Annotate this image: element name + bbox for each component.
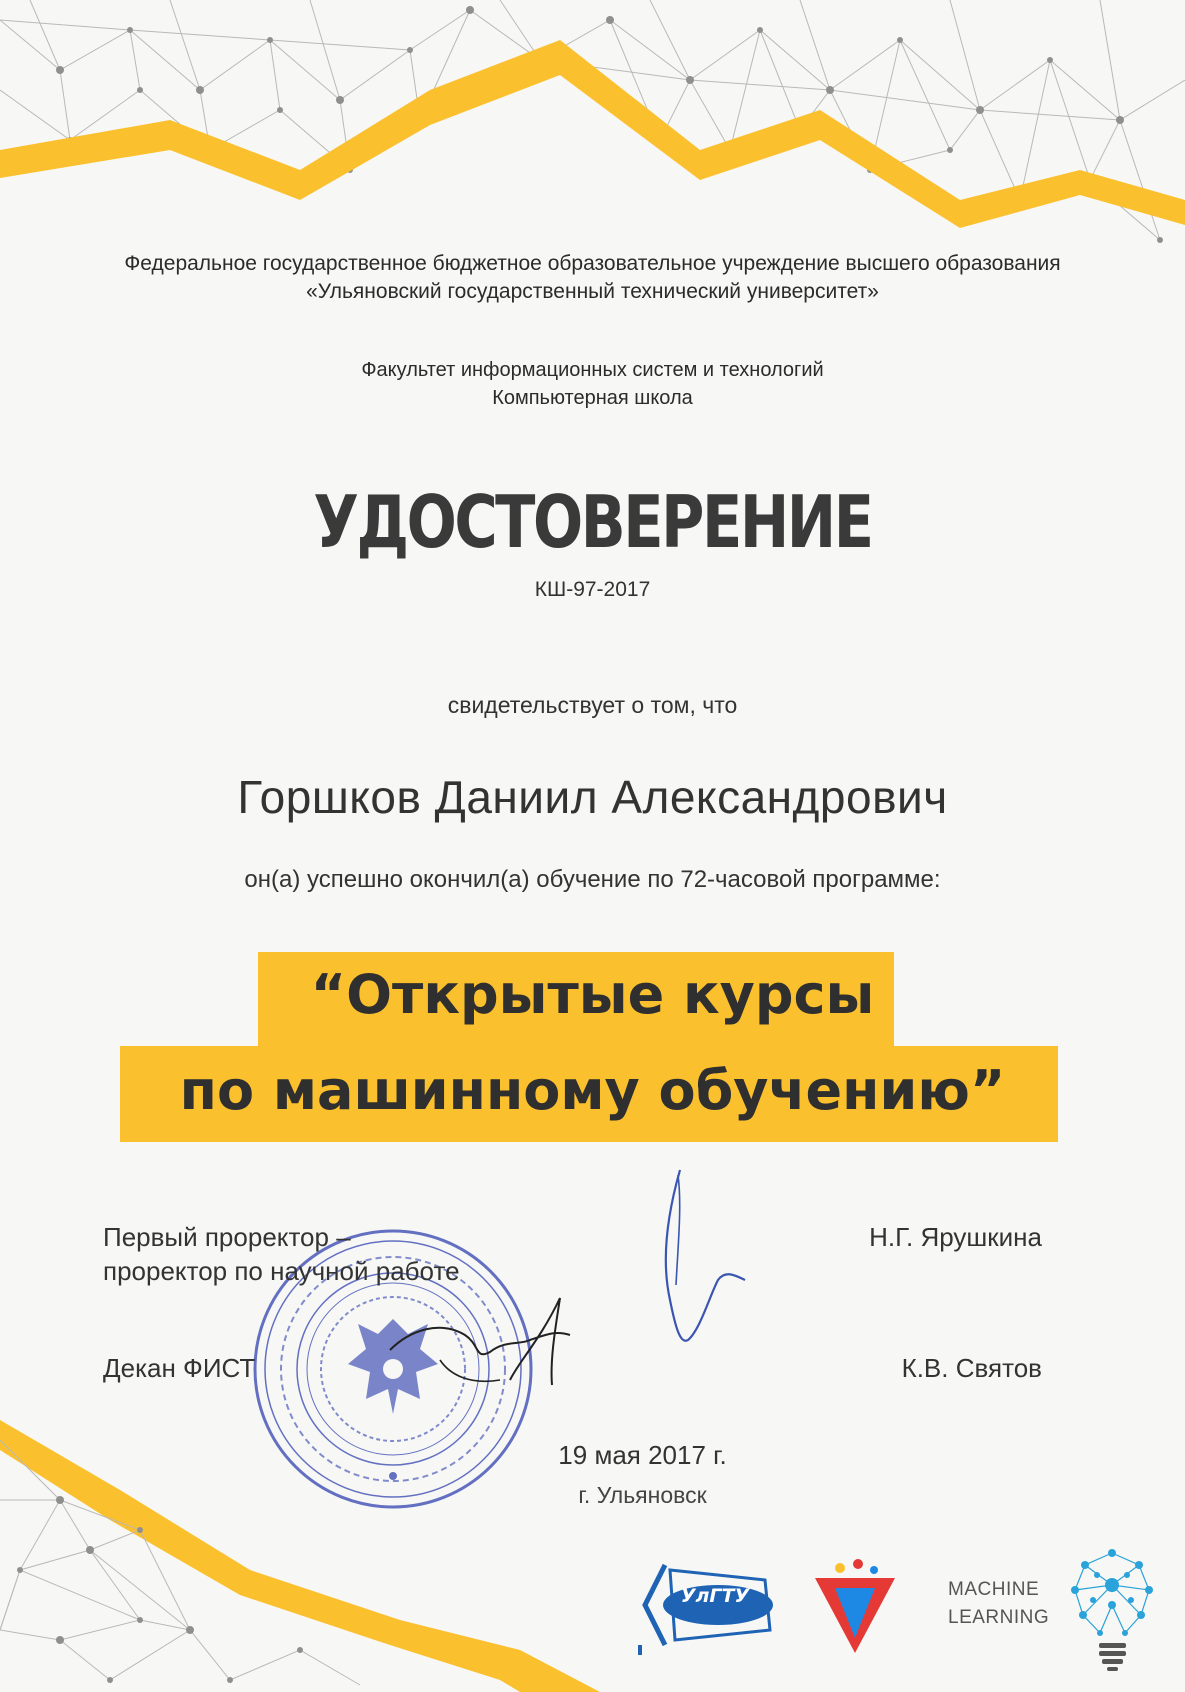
prorector-name: Н.Г. Ярушкина xyxy=(869,1222,1042,1252)
document-number: КШ-97-2017 xyxy=(534,578,651,601)
document-title: УДОСТОВЕРЕНИЕ xyxy=(313,480,872,564)
bottom-network-decoration xyxy=(0,1380,1185,1692)
recipient-name: Горшков Даниил Александрович xyxy=(237,771,948,823)
computer-school-logo xyxy=(810,1558,900,1658)
institution-heading xyxy=(0,250,1185,306)
issue-city: г. Ульяновск xyxy=(578,1482,707,1508)
institution-line1: Федеральное государственное бюджетное образовательное учреждение высшего образования xyxy=(124,252,1061,275)
ml-line2: LEARNING xyxy=(948,1607,1050,1628)
prorector-title xyxy=(103,1220,460,1288)
ulstu-logo-text: УлГТУ xyxy=(680,1585,750,1607)
course-title-line1: “Открытые курсы xyxy=(310,963,875,1026)
course-title-line2: по машинному обучению” xyxy=(179,1059,1006,1122)
issue-date: 19 мая 2017 г. xyxy=(558,1440,727,1470)
lightbulb-icon xyxy=(1065,1545,1160,1675)
attestation-text: свидетельствует о том, что xyxy=(447,692,738,718)
prorector-signature xyxy=(640,1165,760,1365)
faculty-line1: Факультет информационных систем и технологий xyxy=(361,359,824,381)
dean-name: К.В. Святов xyxy=(901,1353,1042,1383)
machine-learning-logo-text xyxy=(948,1576,1049,1632)
institution-line2: «Ульяновский государственный технический университет» xyxy=(306,280,879,303)
ml-line1: MACHINE xyxy=(948,1579,1040,1600)
faculty-line2: Компьютерная школа xyxy=(492,387,693,409)
dean-title: Декан ФИСТ xyxy=(103,1353,256,1383)
prorector-title-line2: проректор по научной работе xyxy=(103,1256,460,1286)
prorector-title-line1: Первый проректор – xyxy=(103,1222,351,1252)
completion-text: он(а) успешно окончил(а) обучение по 72-часовой программе: xyxy=(244,866,941,893)
faculty-heading xyxy=(0,356,1185,412)
